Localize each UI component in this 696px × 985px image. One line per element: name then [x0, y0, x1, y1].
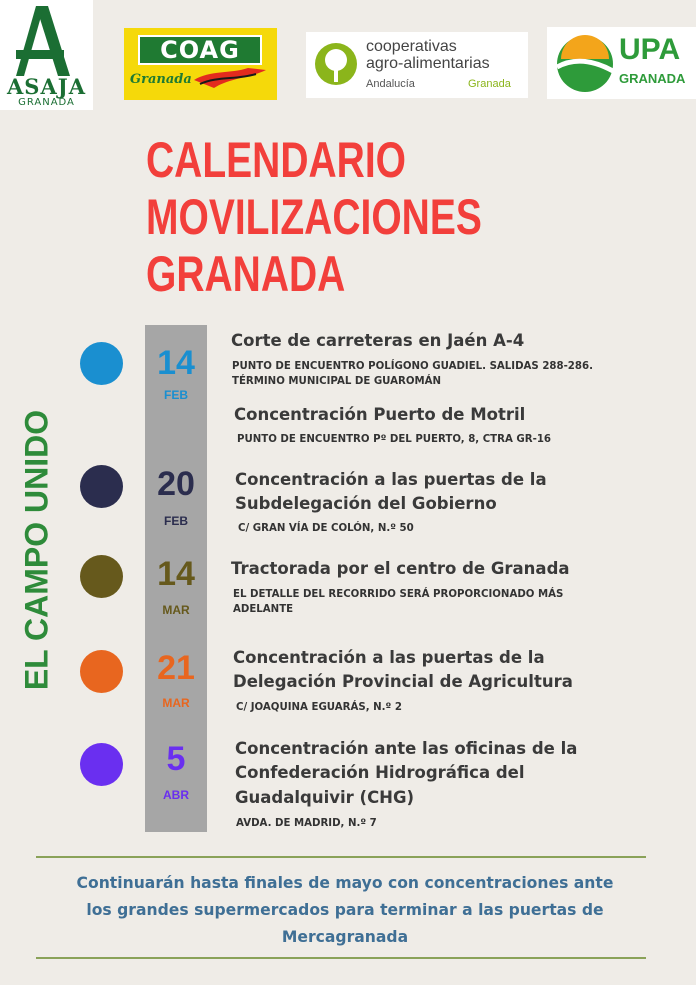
event-detail: PUNTO DE ENCUENTRO POLÍGONO GUADIEL. SALIDAS 288-286.	[232, 361, 593, 372]
coag-box	[138, 35, 262, 65]
coag-city: Granada	[130, 72, 192, 87]
cooperativas-logo	[306, 32, 528, 98]
footer-line: los grandes supermercados para terminar a las puertas de	[86, 901, 604, 919]
footer-line: Mercagranada	[281, 928, 409, 946]
coag-logo	[124, 28, 277, 100]
event-dot	[80, 342, 123, 385]
event-title: Concentración ante las oficinas de la	[235, 739, 578, 758]
cooperativas-line1: cooperativas	[366, 38, 457, 55]
event-title: Guadalquivir (CHG)	[235, 788, 415, 807]
asaja-logo	[0, 0, 93, 110]
cooperativas-line2: agro-alimentarias	[366, 55, 490, 72]
coag-flag-icon	[190, 66, 270, 96]
event-detail: C/ JOAQUINA EGUARÁS, N.º 2	[236, 702, 402, 713]
event-day: 21	[157, 649, 195, 687]
page-title	[146, 132, 482, 303]
event-title: Tractorada por el centro de Granada	[231, 559, 570, 578]
event-title: Corte de carreteras en Jaén A-4	[231, 331, 525, 350]
upa-sub: GRANADA	[619, 71, 686, 86]
event-dot	[80, 555, 123, 598]
event-month: FEB	[164, 514, 188, 528]
footer-rule-top	[36, 856, 646, 858]
event-month: ABR	[163, 788, 189, 802]
event-day: 20	[157, 465, 195, 503]
event-detail: TÉRMINO MUNICIPAL DE GUAROMÁN	[232, 376, 442, 387]
event-day: 5	[166, 740, 186, 778]
event-month: MAR	[162, 696, 190, 710]
event-title: Concentración Puerto de Motril	[234, 405, 526, 424]
footer-note	[30, 870, 660, 951]
event-detail: C/ GRAN VÍA DE COLÓN, N.º 50	[238, 523, 414, 534]
event-detail: ADELANTE	[233, 604, 294, 615]
cooperativas-emblem-icon	[314, 40, 360, 88]
slogan-vertical: EL CAMPO UNIDO	[18, 409, 55, 691]
title-line: MOVILIZACIONES	[146, 189, 482, 245]
upa-emblem-icon	[555, 35, 615, 93]
event-dot	[80, 465, 123, 508]
event-month: FEB	[164, 388, 188, 402]
cooperativas-city: Granada	[468, 78, 511, 90]
upa-name: UPA	[619, 33, 681, 66]
title-line: GRANADA	[146, 246, 346, 302]
asaja-name: ASAJA	[7, 74, 86, 99]
event-title: Concentración a las puertas de la	[233, 648, 545, 667]
event-month: MAR	[162, 603, 190, 617]
event-dot	[80, 743, 123, 786]
event-detail: EL DETALLE DEL RECORRIDO SERÁ PROPORCIONADO MÁS	[233, 589, 564, 600]
title-line: CALENDARIO	[146, 132, 406, 188]
event-day: 14	[157, 555, 195, 593]
event-day: 14	[157, 344, 195, 382]
footer-line: Continuarán hasta finales de mayo con concentraciones ante	[76, 874, 614, 892]
event-title: Subdelegación del Gobierno	[235, 494, 497, 513]
event-detail: AVDA. DE MADRID, N.º 7	[236, 818, 377, 829]
coag-name: COAG	[160, 36, 240, 64]
asaja-sub: GRANADA	[18, 97, 75, 108]
event-dot	[80, 650, 123, 693]
event-title: Delegación Provincial de Agricultura	[233, 672, 573, 691]
asaja-emblem-icon	[14, 6, 80, 76]
footer-rule-bottom	[36, 957, 646, 959]
event-detail: PUNTO DE ENCUENTRO Pº DEL PUERTO, 8, CTRA GR-16	[237, 434, 552, 445]
event-title: Concentración a las puertas de la	[235, 470, 547, 489]
upa-logo	[547, 27, 696, 99]
event-title: Confederación Hidrográfica del	[235, 763, 525, 782]
cooperativas-region: Andalucía	[366, 78, 415, 90]
